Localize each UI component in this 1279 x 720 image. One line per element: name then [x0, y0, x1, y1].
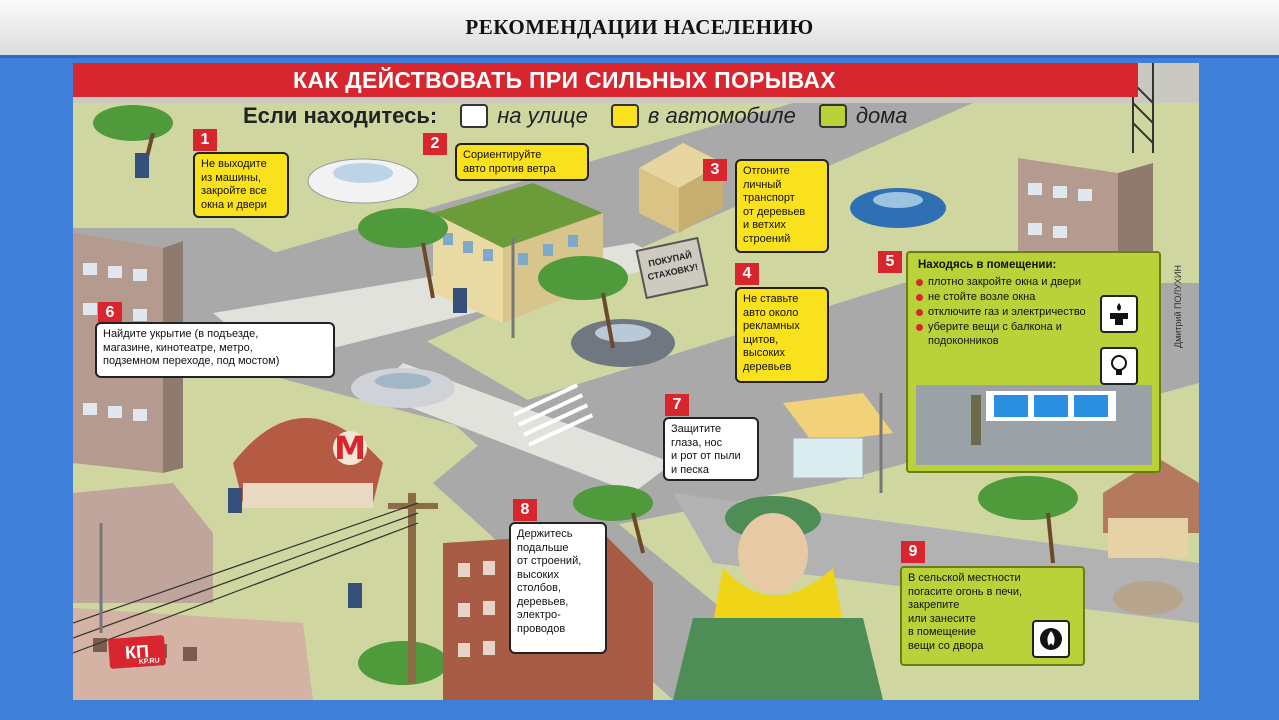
tip-4-number: 4	[735, 263, 759, 285]
tip-3-number: 3	[703, 159, 727, 181]
tip-4-line: щитов,	[743, 333, 779, 346]
tip-3-line: и ветхих	[743, 219, 786, 231]
tip-9-line: или занесите	[908, 612, 976, 625]
author-credit: Дмитрий ПОЛУХИН	[1173, 265, 1183, 348]
tip-7-line: Защитите	[671, 423, 722, 435]
tip-6-line: магазине, кинотеатре, метро,	[103, 341, 253, 354]
kp-logo-sub: KP.RU	[138, 657, 160, 666]
gas-icon	[1100, 295, 1138, 333]
tip-8-line: Держитесь	[517, 528, 573, 540]
tip-9-line: в помещение	[908, 626, 977, 638]
poster-heading: КАК ДЕЙСТВОВАТЬ ПРИ СИЛЬНЫХ ПОРЫВАХ	[293, 66, 836, 93]
tip-2-line: Сориентируйте	[463, 149, 542, 161]
metro-logo: М	[334, 429, 366, 467]
tip-2-callout	[455, 143, 589, 181]
tip-3-line: личный	[743, 178, 782, 191]
legend-swatch-street	[460, 104, 488, 128]
kp-logo-main: КП	[124, 640, 150, 663]
tip-6-callout	[95, 322, 335, 378]
tip-9-panel	[900, 566, 1085, 666]
tip-8-line: от строений,	[517, 555, 582, 567]
infographic-poster	[73, 63, 1199, 700]
tip-3-line: транспорт	[743, 192, 795, 204]
tip-7-line: глаза, нос	[671, 436, 723, 449]
tip-4-line: Не ставьте	[743, 293, 799, 305]
tip-8-line: деревьев,	[517, 595, 569, 608]
tip-4-line: деревьев	[743, 360, 792, 373]
billboard-sign: ПОКУПАЙ СТАХОВКУ!	[636, 237, 709, 299]
tip-9-line: вещи со двора	[908, 639, 984, 652]
tip-8-line: столбов,	[517, 582, 562, 594]
poster-heading-bar	[73, 63, 1138, 97]
legend-item-home: дома	[855, 103, 908, 128]
tip-2-number: 2	[423, 133, 447, 155]
tip-3-callout	[735, 159, 829, 253]
legend-item-car: в автомобиле	[647, 103, 796, 128]
tip-9-line: погасите огонь в печи,	[908, 585, 1023, 598]
tip-7-line: и рот от пыли	[671, 450, 741, 462]
tip-5-item: не стойте возле окна	[916, 290, 1103, 304]
tip-9-line: В сельской местности	[908, 572, 1021, 584]
indoor-window-illustration	[916, 385, 1152, 465]
tip-8-number: 8	[513, 499, 537, 521]
tip-2-line: авто против ветра	[463, 162, 556, 175]
tip-6-line: подземном переходе, под мостом)	[103, 355, 280, 367]
tip-8-line: электро-	[517, 609, 561, 621]
legend-lead: Если находитесь:	[243, 103, 438, 128]
legend-swatch-home	[819, 104, 847, 128]
slide-title-bar	[0, 0, 1279, 58]
fire-icon	[1032, 620, 1070, 658]
tip-5-item: уберите вещи с балкона и подоконников	[916, 320, 1103, 348]
tip-5-item: отключите газ и электричество	[916, 305, 1103, 319]
tip-5-list	[916, 275, 1103, 349]
tip-9-number: 9	[901, 541, 925, 563]
tip-3-line: строений	[743, 232, 791, 245]
slide-title: РЕКОМЕНДАЦИИ НАСЕЛЕНИЮ	[465, 15, 814, 39]
tip-4-line: рекламных	[743, 320, 800, 332]
tip-5-item: плотно закройте окна и двери	[916, 275, 1103, 289]
tip-6-line: Найдите укрытие (в подъезде,	[103, 328, 259, 340]
legend-item-street: на улице	[497, 103, 588, 128]
tip-5-number: 5	[878, 251, 902, 273]
tip-7-number: 7	[665, 394, 689, 416]
tip-8-line: подальше	[517, 541, 569, 554]
tip-1-number: 1	[193, 129, 217, 151]
tip-7-callout	[663, 417, 759, 481]
tip-5-panel	[906, 251, 1161, 473]
tip-9-line: закрепите	[908, 599, 960, 611]
lightbulb-icon	[1100, 347, 1138, 385]
tip-7-line: и песка	[671, 463, 709, 476]
tip-3-line: Отгоните	[743, 165, 790, 177]
tip-1-line: из машины,	[201, 171, 261, 184]
tip-4-callout	[735, 287, 829, 383]
tip-8-line: высоких	[517, 568, 559, 581]
tip-1-line: окна и двери	[201, 198, 267, 211]
tip-3-line: от деревьев	[743, 205, 806, 218]
tip-4-line: высоких	[743, 347, 785, 359]
kp-logo	[108, 635, 166, 669]
tip-1-line: Не выходите	[201, 158, 267, 170]
tip-8-line: проводов	[517, 622, 566, 635]
tip-1-line: закройте все	[201, 185, 267, 197]
tip-8-callout	[509, 522, 607, 654]
tip-5-heading: Находясь в помещении:	[918, 259, 1057, 271]
legend-swatch-car	[611, 104, 639, 128]
tip-4-line: авто около	[743, 306, 799, 319]
tip-1-callout	[193, 152, 289, 218]
legend	[243, 101, 922, 131]
tip-6-number: 6	[98, 302, 122, 324]
